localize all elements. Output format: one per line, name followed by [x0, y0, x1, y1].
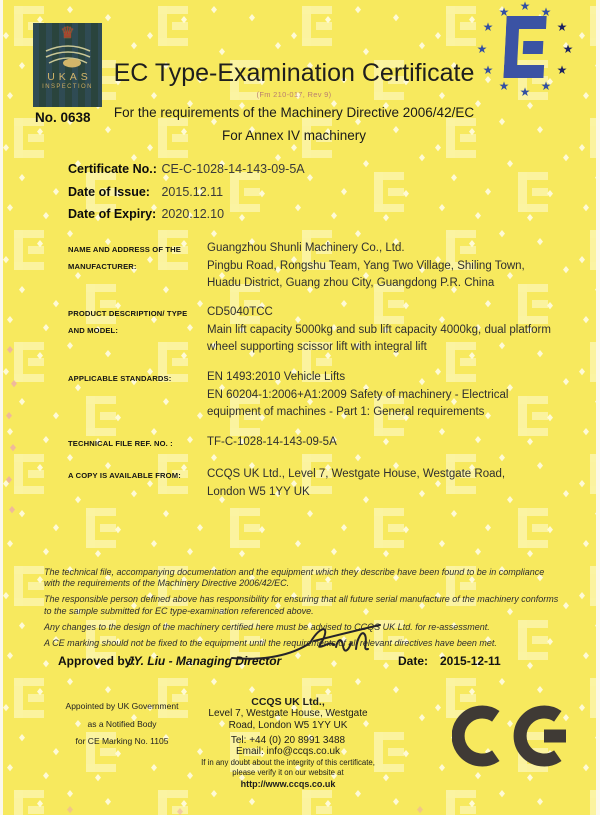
subtitle-directive: For the requirements of the Machinery Directive 2006/42/EC — [113, 105, 475, 120]
date-of-issue-row — [68, 185, 223, 199]
certificate-number-label: Certificate No.: — [68, 162, 157, 176]
eu-star-icon — [517, 84, 533, 100]
issuer-phone: Tel: +44 (0) 20 8991 3488 — [230, 735, 346, 746]
issuer-address: Road, London W5 1YY UK — [228, 720, 348, 731]
certificate-title: EC Type-Examination Certificate — [113, 59, 475, 87]
date-label: Date: — [398, 654, 429, 668]
eu-stars-logo — [468, 0, 582, 100]
certificate-number-row — [68, 162, 305, 176]
approver-name: JY. Liu - Managing Director — [127, 654, 282, 668]
manufacturer-value: Guangzhou Shunli Machinery Co., Ltd. Pingbu Road, Rongshu Team, Yang Two Village, Shiling Town, Huadu District, Guang zhou City, Guangdong P.R. China — [207, 242, 525, 289]
issuer-contact-block — [175, 696, 401, 789]
copy-available-value: CCQS UK Ltd., Level 7, Westgate House, Westgate Road, London W5 1YY UK — [207, 468, 506, 498]
integrity-note: If in any doubt about the integrity of this certificate, — [201, 758, 375, 767]
eu-star-icon — [517, 0, 533, 14]
approved-by-label: Approved by: — [58, 654, 136, 668]
ce-mark-icon — [452, 702, 582, 770]
legal-note: A CE marking should not be fixed to the equipment until the requirements of all relevant directives have been met. — [44, 638, 497, 649]
eu-star-icon — [480, 19, 496, 35]
manufacturer-label: NAME AND ADDRESS OF THE MANUFACTURER: — [68, 245, 181, 271]
applicable-standards-label: APPLICABLE STANDARDS: — [68, 374, 172, 383]
notified-body-number: No. 0638 — [35, 110, 91, 125]
issuer-email: Email: info@ccqs.co.uk — [235, 746, 341, 757]
subtitle-annex: For Annex IV machinery — [221, 128, 367, 143]
eu-star-icon — [480, 62, 496, 78]
signature — [230, 617, 385, 672]
copy-available-label: A COPY IS AVAILABLE FROM: — [68, 471, 181, 480]
date-of-expiry-value: 2020.12.10 — [161, 207, 225, 221]
legal-note: The technical file, accompanying documentation and the equipment which they describe have been found to be in compliance with the requirements of the Machinery Directive 2006/42/EC. — [44, 567, 545, 589]
scan-edge-left — [0, 0, 3, 815]
applicable-standards-value: EN 1493:2010 Vehicle Lifts EN 60204-1:2006+A1:2009 Safety of machinery - Electrical equipment of machines - Part 1: General requirements — [207, 371, 509, 418]
form-reference: (Fm 210-017, Rev 9) — [256, 90, 332, 99]
date-of-expiry-label: Date of Expiry: — [68, 207, 157, 221]
technical-file-value: TF-C-1028-14-143-09-5A — [207, 436, 337, 448]
eu-star-icon — [474, 41, 490, 57]
notified-body-statement: Appointed by UK Government as a Notified Body for CE Marking No. 1105 — [65, 701, 179, 746]
ukas-sublabel: INSPECTION — [42, 84, 93, 90]
eu-star-icon — [554, 19, 570, 35]
integrity-note: please verify it on our website at — [232, 768, 344, 778]
issuer-name: CCQS UK Ltd., — [251, 696, 325, 708]
date-of-issue-value: 2015.12.11 — [161, 185, 224, 199]
product-description-label: PRODUCT DESCRIPTION/ TYPE AND MODEL: — [68, 309, 188, 335]
legal-note: Any changes to the design of the machinery certified here must be advised to CCQS UK Ltd. for re-assessment. — [44, 621, 490, 632]
issuer-address: Level 7, Westgate House, Westgate — [208, 708, 368, 719]
date-of-issue-label: Date of Issue: — [68, 185, 150, 199]
legal-note: The responsible person defined above has responsibility for ensuring that all future serial manufacture of the machinery conforms to the sample submitted for EC type-examination referenced above. — [44, 594, 559, 616]
date-of-expiry-row — [68, 207, 224, 221]
scan-edge-right — [596, 0, 600, 815]
eu-star-icon — [554, 62, 570, 78]
technical-file-label: TECHNICAL FILE REF. NO. : — [68, 439, 173, 448]
ukas-label: UKAS — [47, 71, 92, 83]
eu-star-icon — [496, 78, 512, 94]
crown-icon — [60, 25, 74, 42]
issuer-website: http://www.ccqs.co.uk — [240, 778, 336, 789]
certificate-number-value: CE-C-1028-14-143-09-5A — [161, 162, 305, 176]
approval-date-value: 2015-12-11 — [440, 654, 501, 668]
eu-star-icon — [560, 41, 576, 57]
eu-star-icon — [538, 78, 554, 94]
product-description-value: CD5040TCC Main lift capacity 5000kg and sub lift capacity 4000kg, dual platform wheel supporting scissor lift with integral lift — [207, 306, 551, 353]
ccqs-e-logo-icon — [503, 16, 548, 80]
